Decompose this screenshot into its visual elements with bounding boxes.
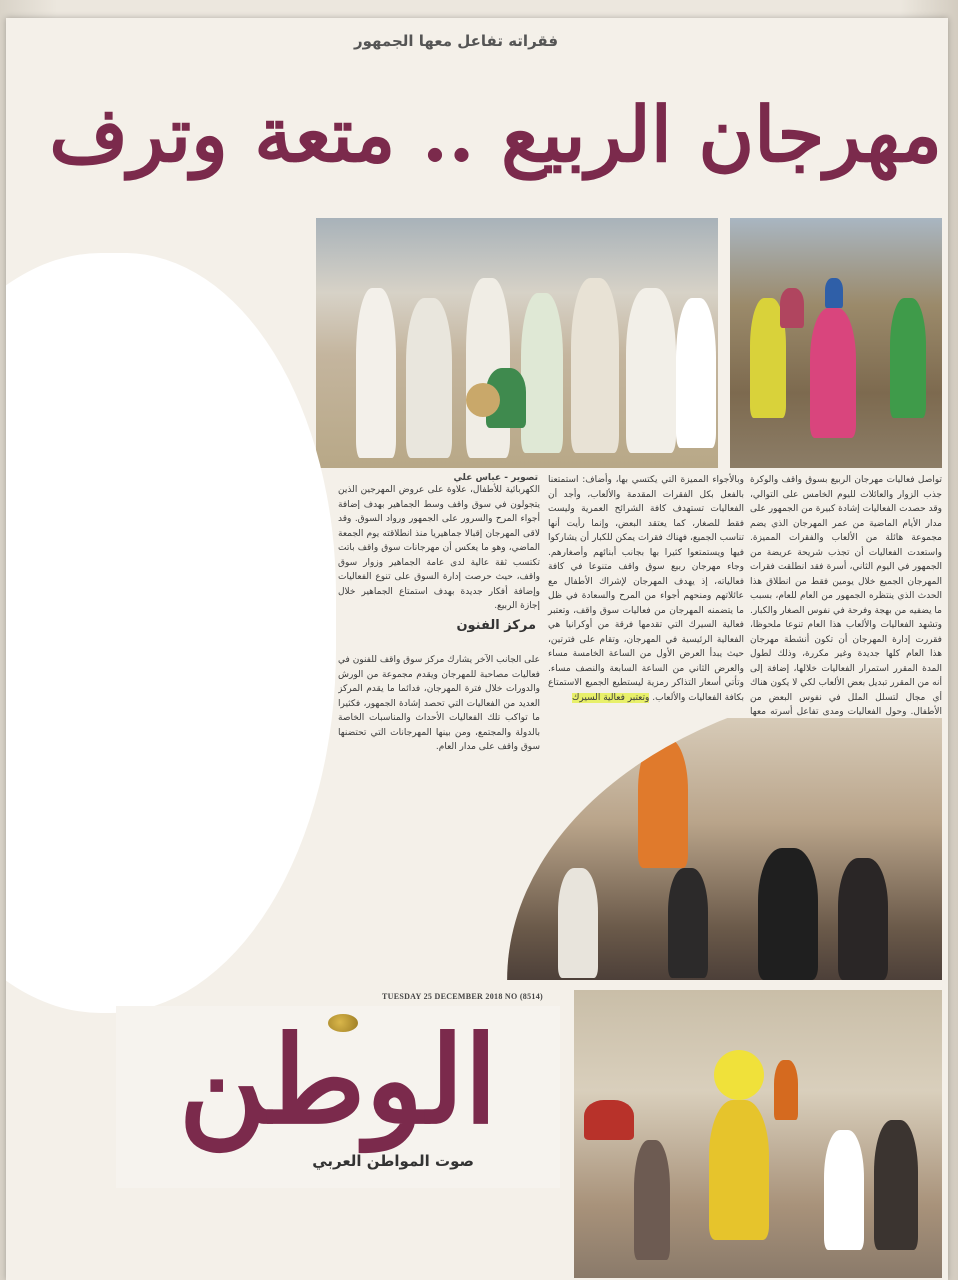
- article-column-3-continued: على الجانب الآخر يشارك مركز سوق واقف للفنون في فعاليات مصاحبة للمهرجان ويقدم مجموعة من الورش والدورات خلال فترة المهرجان، فدائما ما يقدم المركز العديد من الفعاليات التي تحصد إشادة الجمهور، فكثيرا ما تواكب تلك الفعاليات الأحداث والمناسبات الخاصة بالدولة والمجتمع، ومن بينها المهرجانات التي تحتضنها سوق واقف على مدار العام.: [338, 655, 540, 752]
- photo-costumed-performers: [730, 218, 942, 468]
- article-column-3: [338, 483, 540, 833]
- newspaper-page: [6, 18, 948, 1280]
- photo-crowd-performers: [316, 218, 718, 468]
- masthead: [116, 1006, 560, 1188]
- article-column-2: [548, 473, 744, 713]
- photo-credit: تصوير - عباس علي: [453, 473, 538, 483]
- masthead-name: الوطن: [178, 1010, 498, 1151]
- headline: مهرجان الربيع .. متعة وترف: [49, 90, 942, 179]
- kicker: فقراته تفاعل معها الجمهور: [353, 32, 559, 50]
- article-column-1: تواصل فعاليات مهرجان الربيع بسوق واقف والوكرة جذب الزوار والعائلات لليوم الخامس على التوالي، وقد حصدت الفعاليات إشادة كبيرة من الجمهور على مدار الأيام الماضية من عمر المهرجان الذي يضم مجموعة هائلة من الألعاب والفقرات المميزة. واستعدت الفعاليات أن تجذب شريحة عريضة من الجمهور في اليوم الثاني، أسرة فقد انطلقت فقرات المهرجان الجميع خلال يومين فقط من انطلاق هذا الحدث الذي ينتظره الجمهور من العام للعام، بسبب ما يضفيه من بهجة وفرحة في نفوس الصغار والكبار. وتشهد الفعاليات والألعاب هذا العام تنوعا ملحوظا، فقررت إدارة المهرجان أن تكون أنشطة مهرجان هذا العام كلها جديدة وغير مكررة، وذلك لطول المدة المقرر استمرار الفعاليات خلالها، إضافة إلى أنه من المقرر تبديل بعض الألعاب لكي لا يكون هناك أي مجال لتسلل الملل في نفوس البعض من الأطفال. وحول الفعاليات ومدى تفاعل أسرته معها: [749, 475, 942, 717]
- masthead-tagline: صوت المواطن العربي: [312, 1152, 474, 1170]
- white-cutout: [6, 253, 336, 1013]
- article-column-2-text: وبالأجواء المميزة التي يكتسي بها، وأضاف: استمتعنا بالفعل بكل الفقرات المقدمة والألعاب، وأجد أن الفعاليات تستهدف كافة الشرائح العمرية وليست فقط للصغار، كما يعتقد البعض، وإنما رأيت أنها تناسب الجميع، فهناك فقرات يمكن للكبار أن يشاركوا فيها ويستمتعوا كثيرا بها بجانب أبنائهم وأصغارهم. وجاء مهرجان ربيع سوق واقف متنوعا في كافة فعالياته، إذ يهدف المهرجان لإشراك الأطفال مع عائلاتهم ومنحهم أجواء من المرح والسعادة في ظل ما يتضمنه المهرجان من فعاليات سوق واقف، وتعتبر فعالية السيرك التي تقدمها فرقة من أوكرانيا هي الفعالية الرئيسية في المهرجان، وتقام على فترتين، حيث يبدأ العرض الأول من الساعة الخامسة مساء والعرض الثاني من الساعة السابعة والنصف مساء. وتأتي أسعار التذاكر رمزية ليستطيع الجميع الاستمتاع بكافة الفعاليات والألعاب.: [548, 475, 744, 703]
- photo-yellow-clown: [574, 990, 942, 1278]
- date-line: TUESDAY 25 DECEMBER 2018 NO (8514): [382, 992, 543, 1001]
- article-column-3-text: الكهربائية للأطفال، علاوة على عروض المهرجين الذين يتجولون في سوق واقف وسط الجماهير بهدف إضافة أجواء المرح والسرور على الجمهور ورواد السوق. وقد لاقى المهرجان إقبالا جماهيريا منذ انطلاقته يوم الجمعة الماضي، وهو ما يعكس أن مهرجانات سوق واقف باتت تكتسب ثقة عالية لدى عامة الجماهير وزوار سوق واقف، حيث حرصت إدارة السوق على تنوع الفعاليات وإضافة أفكار جديدة بهدف استمتاع الجماهير خلال إجازة الربيع.: [338, 485, 540, 611]
- subheading: مركز الفنون: [456, 618, 536, 633]
- highlighted-text: وتعتبر فعالية السيرك: [572, 692, 650, 703]
